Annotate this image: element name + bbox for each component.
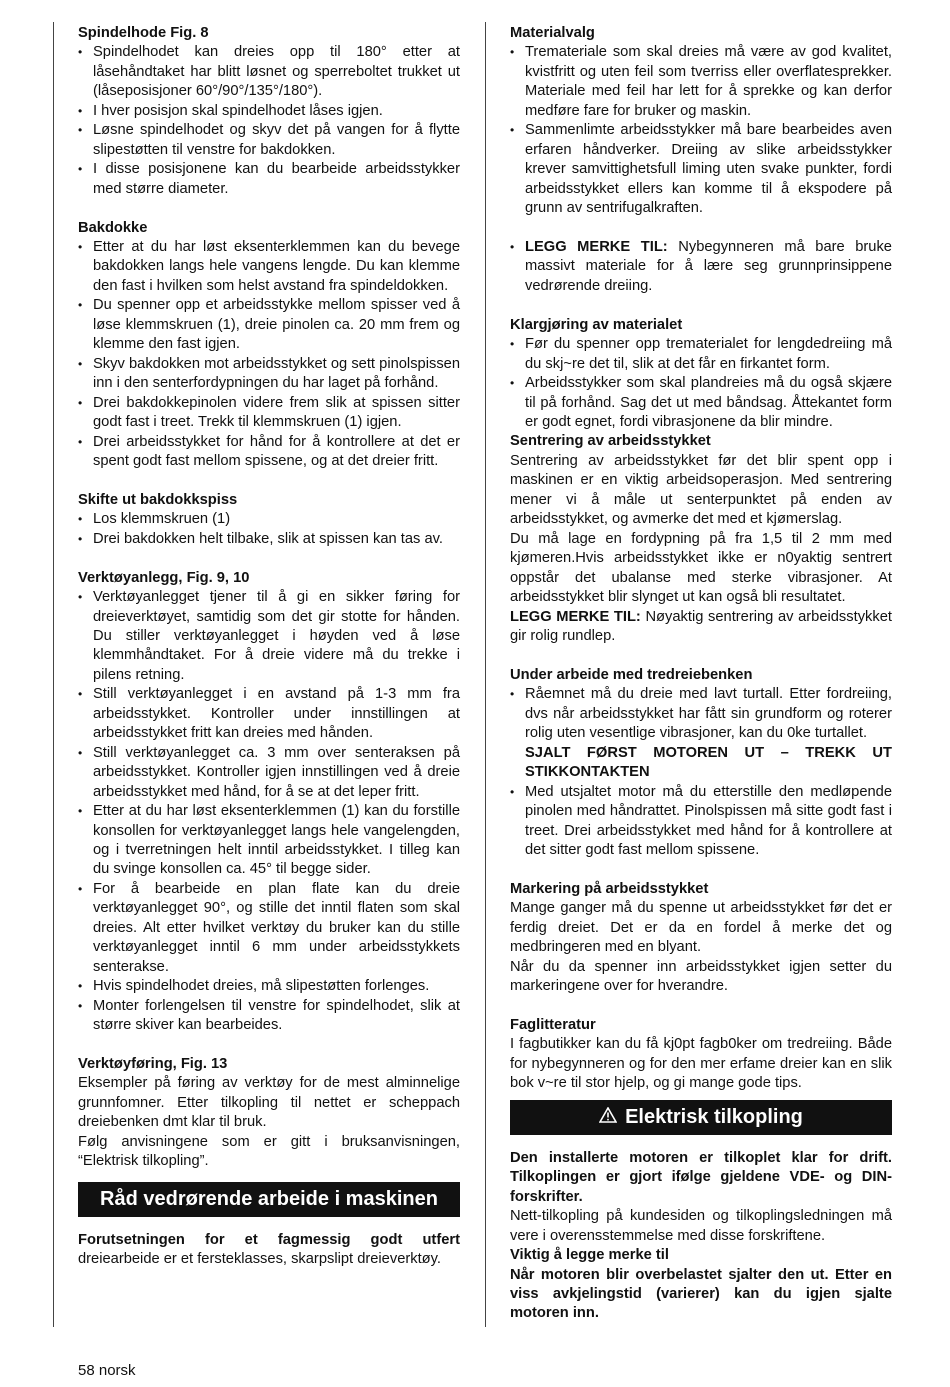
bullet-list <box>510 685 892 860</box>
section-heading: Bakdokke <box>78 219 148 236</box>
paragraph: I fagbutikker kan du få kj0pt fagb0ker om tredreiing. Både for nybegynneren og for den mer erfame dreier kan en slik bok v~re til stor hjelp, og gi mange gode tips. <box>510 1036 892 1092</box>
list-item: • I disse posisjonene kan du bearbeide arbeidsstykker med større diameter. <box>78 160 460 199</box>
list-item: • Etter at du har løst eksenterklemmen (1) kan du forstille konsollen for verktøyanlegget langs hele vangelengden, og i tverretningen helt inntil arbeidsstykket. I tilleg kan du svinge konsollen ca. 45° til begge sider. <box>78 802 460 880</box>
section-heading: Sentrering av arbeidsstykket <box>510 433 711 450</box>
section-heading: Spindelhode Fig. 8 <box>78 25 209 41</box>
bold-paragraph: Når motoren blir overbelastet sjalter den ut. Etter en viss avkjelingstid (varierer) kan du igjen sjalte motoren inn. <box>510 1266 892 1322</box>
list-item: • Etter at du har løst eksenterklemmen kan du bevege bakdokken langs hele vangens lengde. Du kan klemme den fast i hvilken som helst avstand fra spindeldokken. <box>78 238 460 296</box>
section-heading: Faglitteratur <box>510 1017 596 1034</box>
left-column <box>78 24 460 1270</box>
list-item: • Drei bakdokkepinolen videre frem slik at spissen sitter godt fast i treet. Trekk til klemmskruen (1) igjen. <box>78 394 460 433</box>
list-item: • Løsne spindelhodet og skyv det på vangen for å flytte slipestøtten til venstre for bakdokken. <box>78 121 460 160</box>
list-item: • Monter forlengelsen til venstre for spindelhodet, slik at større skiver kan bearbeides. <box>78 997 460 1036</box>
column-divider-center <box>485 22 486 1327</box>
note-text: Nøyaktig sentrering av arbeidsstykket gir rolig rundlep. <box>510 608 892 645</box>
right-column <box>510 24 892 1324</box>
list-item: • Still verktøyanlegget i en avstand på 1-3 mm fra arbeidsstykket. Kontroller under innstillingen at arbeidsstykket fritt kan dreies med hånden. <box>78 685 460 743</box>
note-label: LEGG MERKE TIL: <box>510 608 641 625</box>
list-item: • Los klemmskruen (1) <box>78 510 460 529</box>
section-heading: Verktøyanlegg, Fig. 9, 10 <box>78 569 250 586</box>
paragraph: Nett-tilkopling på kundesiden og tilkoplingsledningen må vere i overensstemmelse med disse forskriftene. <box>510 1208 892 1244</box>
bullet-list <box>510 335 892 432</box>
warning-text: SJALT FØRST MOTOREN UT – TREKK UT STIKKONTAKTEN <box>525 744 892 781</box>
list-item: • Drei bakdokken helt tilbake, slik at spissen kan tas av. <box>78 530 460 549</box>
list-item <box>510 238 892 296</box>
list-item: • Sammenlimte arbeidsstykker må bare bearbeides aven erfaren håndverker. Dreiing av slike arbeidsstykker krever samvittighetsfull liming uten svake punkter, fordi arbeidsstykket ellers kan komme til å ekspodere på grunn av sentrifugalkraften. <box>510 121 892 218</box>
section-heading: Viktig å legge merke til <box>510 1247 669 1264</box>
list-item: • Still verktøyanlegget ca. 3 mm over senteraksen på arbeidsstykket. Kontroller igjen innstillingen ved å dreie arbeidsstykket med hånd, for å se at det leper fritt. <box>78 744 460 802</box>
list-item: • Med utsjaltet motor må du etterstille den medløpende pinolen med håndrattet. Pinolspissen må sitte godt fast i treet. Drei arbeidsstykket med hånd for å kontrollere at det sitter godt fast mellom spissene. <box>510 783 892 861</box>
list-item: • For å bearbeide en plan flate kan du dreie verktøyanlegget 90°, og stille det inntil flaten som skal dreies. Alt etter hvilket verktøy du bruker kan du stille verktøyanlegget inntil 6 mm under arbeidsstykkets senterakse. <box>78 880 460 977</box>
bullet-list <box>510 238 892 296</box>
bullet-list <box>78 510 460 549</box>
list-item: • Du spenner opp et arbeidsstykke mellom spisser ved å løse klemmskruen (1), dreie pinolen ca. 20 mm frem og klemme den fast igjen. <box>78 296 460 354</box>
paragraph-rest: dreiearbeide er et fersteklasses, skarpslipt dreieverktøy. <box>78 1251 441 1268</box>
list-item: • Verktøyanlegget tjener til å gi en sikker føring for dreieverktøyet, samtidig som det gir stotte for hånden. Du stiller verktøyanlegget i høyden ved å løse klemmhåndtaket. For å dreie videre må du trekke i pilens retning. <box>78 588 460 685</box>
note-label: LEGG MERKE TIL: <box>525 238 668 255</box>
note-text: Nybegynneren må bare bruke massivt materiale for å lære seg grunnprinsippene vedrørende dreiing. <box>525 238 892 294</box>
column-divider-left <box>53 22 54 1327</box>
paragraph: Du må lage en fordypning på fra 1,5 til 2 mm med kjømeren.Hvis arbeidsstykket ikke er n0yaktig sentrert oppstår det ubalanse med sterke vibrasjoner. At arbeidsstykket blir slynget ut kan også bli resultatet. <box>510 530 892 606</box>
paragraph: Eksempler på føring av verktøy for de mest alminnelige grunnfomner. Etter tilkopling til nettet er scheppach dreiebenken dmt klar til bruk. <box>78 1075 460 1131</box>
section-heading: Under arbeide med tredreiebenken <box>510 666 753 683</box>
bullet-list <box>78 588 460 1035</box>
section-band <box>510 1100 892 1135</box>
list-item: • Hvis spindelhodet dreies, må slipestøtten forlenges. <box>78 977 460 996</box>
paragraph <box>510 608 892 647</box>
page-footer: 58 norsk <box>78 1362 136 1379</box>
list-item <box>510 685 892 782</box>
paragraph <box>78 1231 460 1270</box>
band-title: Elektrisk tilkopling <box>625 1105 803 1128</box>
section-heading: Markering på arbeidsstykket <box>510 880 709 897</box>
section-heading: Verktøyføring, Fig. 13 <box>78 1055 228 1072</box>
list-item: • Tremateriale som skal dreies må være av god kvalitet, kvistfritt og uten feil som tverriss eller overflatesprekker. Materiale med feil har lett for å sprekke og kan derfor medføre fare for bruker og maskin. <box>510 43 892 121</box>
list-item: • Arbeidsstykker som skal plandreies må du også skjære til på forhånd. Sag det ut med båndsag. Åttekantet form er godt egnet, fordi vibrasjonene da blir mindre. <box>510 374 892 432</box>
section-heading: Materialvalg <box>510 25 595 41</box>
list-item: • Skyv bakdokken mot arbeidsstykket og sett pinolspissen inn i den senterfordypningen du har laget på forhånd. <box>78 355 460 394</box>
list-item: • I hver posisjon skal spindelhodet låses igjen. <box>78 102 460 121</box>
bullet-list <box>78 238 460 471</box>
bullet-list <box>78 43 460 199</box>
list-item: • Drei arbeidsstykket for hånd for å kontrollere at det er spent godt fast mellom spissene, og at det dreier fritt. <box>78 433 460 472</box>
list-item-text: Råemnet må du dreie med lavt turtall. Etter fordreiing, dvs når arbeidsstykket har fått sin grundform og roterer rolig uten vesentlige vibrasjoner, kan du 0ke turtallet. <box>525 686 892 742</box>
paragraph: Følg anvisningene som er gitt i bruksanvisningen, “Elektrisk tilkopling”. <box>78 1133 460 1170</box>
section-band <box>78 1182 460 1217</box>
warning-triangle-icon <box>599 1100 617 1135</box>
section-heading: Klargjøring av materialet <box>510 316 683 333</box>
paragraph: Når du da spenner inn arbeidsstykket igjen setter du markeringene over for hverandre. <box>510 958 892 995</box>
bold-paragraph: Den installerte motoren er tilkoplet klar for drift. Tilkoplingen er gjort ifølge gjeldene VDE- og DIN-forskrifter. <box>510 1149 892 1205</box>
paragraph: Sentrering av arbeidsstykket før det blir spent opp i maskinen er en viktig arbeidsoperasjon. Med sentrering mener vi å måle ut senterpunktet på enden av arbeidsstykket, og avmerke det med et kjømerslag. <box>510 452 892 528</box>
section-heading: Skifte ut bakdokkspiss <box>78 491 238 508</box>
bullet-list <box>510 43 892 218</box>
band-title: Råd vedrørende arbeide i maskinen <box>100 1187 438 1210</box>
list-item: • Før du spenner opp trematerialet for lengdedreiing må du skj~re det til, slik at det får en firkantet form. <box>510 335 892 374</box>
bold-lead: Forutsetningen for et fagmessig godt utfert <box>78 1231 460 1248</box>
list-item: • Spindelhodet kan dreies opp til 180° etter at låsehåndtaket har blitt løsnet og sperreboltet trukket ut (låseposisjoner 60°/90°/135°/180°). <box>78 43 460 101</box>
paragraph: Mange ganger må du spenne ut arbeidsstykket før det er ferdig dreiet. Det er da en fordel å merke det og medbringeren med en blyant. <box>510 900 892 956</box>
